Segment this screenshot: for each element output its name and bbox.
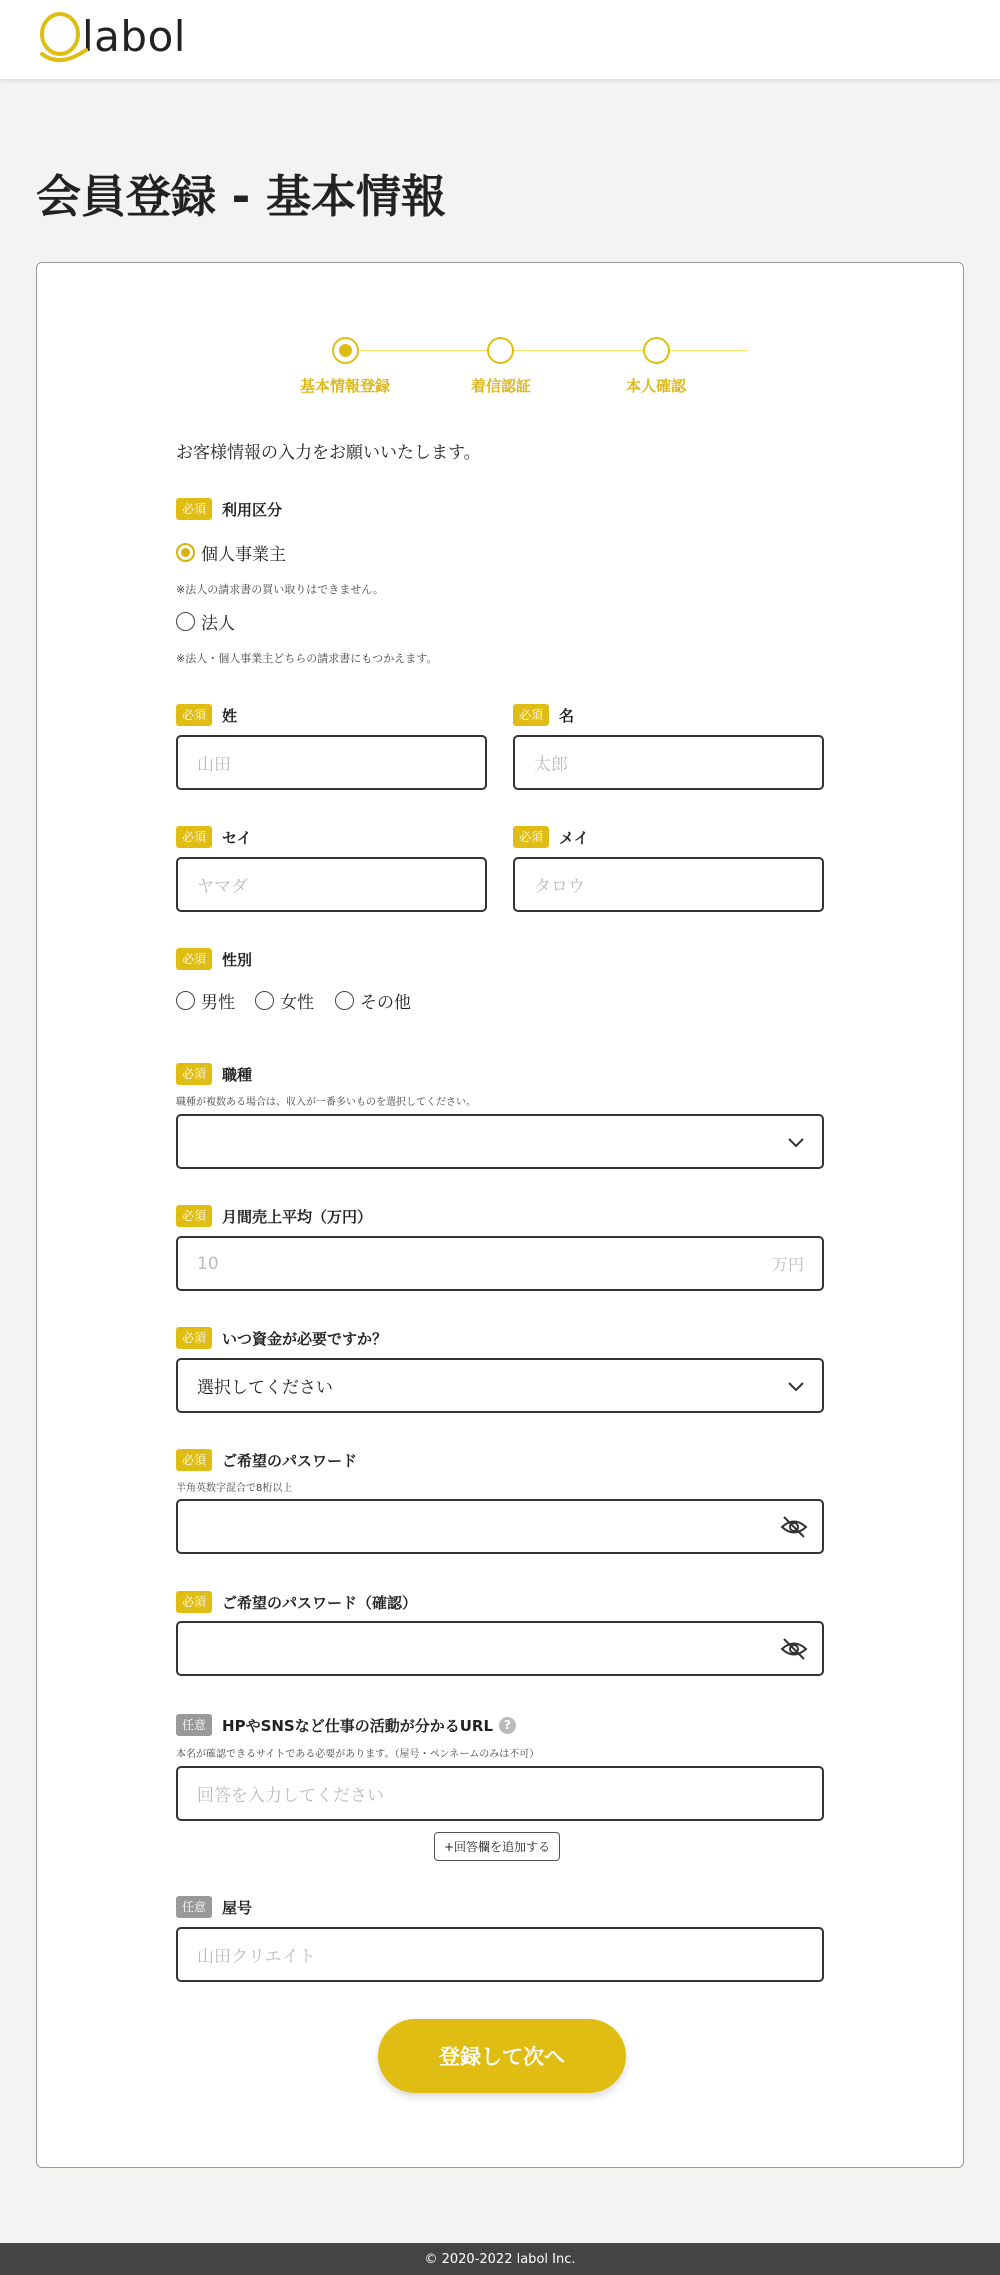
first-name-kana-input[interactable]: タロウ xyxy=(513,857,824,912)
chevron-down-icon xyxy=(786,1132,806,1152)
step-connector xyxy=(357,350,491,351)
first-name-input[interactable]: 太郎 xyxy=(513,735,824,790)
funding-timing-label: 必須 いつ資金が必要ですか？ xyxy=(176,1327,387,1349)
step-2-indicator xyxy=(487,337,514,364)
eye-slash-icon[interactable] xyxy=(779,1514,809,1540)
last-name-input[interactable]: 山田 xyxy=(176,735,487,790)
gender-label: 必須 性別 xyxy=(176,948,252,970)
usage-option-1-note: ※法人の請求書の買い取りはできません。 xyxy=(176,583,384,596)
step-1-label: 基本情報登録 xyxy=(299,377,390,395)
gender-option-other[interactable]: その他 xyxy=(335,988,411,1013)
radio-selected[interactable] xyxy=(176,543,195,562)
gender-option-female[interactable]: 女性 xyxy=(255,988,314,1013)
last-name-label: 必須 姓 xyxy=(176,704,237,726)
logo[interactable] xyxy=(36,10,186,66)
first-name-label: 必須 名 xyxy=(513,704,574,726)
optional-badge: 任意 xyxy=(176,1896,212,1918)
radio-unselected[interactable] xyxy=(176,991,195,1010)
intro-text: お客様情報の入力をお願いいたします。 xyxy=(176,443,481,463)
required-badge: 必須 xyxy=(176,498,212,520)
password-input[interactable] xyxy=(176,1499,824,1554)
trade-name-input[interactable]: 山田クリエイト xyxy=(176,1927,824,1982)
unit-suffix: 万円 xyxy=(771,1255,804,1274)
eye-slash-icon[interactable] xyxy=(779,1636,809,1662)
add-answer-button[interactable]: +回答欄を追加する xyxy=(434,1832,560,1861)
site-header xyxy=(0,0,1000,80)
gender-option-male[interactable]: 男性 xyxy=(176,988,235,1013)
password-label: 必須 ご希望のパスワード xyxy=(176,1449,357,1471)
step-2-label: 着信認証 xyxy=(470,377,531,395)
help-icon[interactable]: ? xyxy=(499,1717,516,1734)
radio-unselected[interactable] xyxy=(335,991,354,1010)
step-connector xyxy=(511,350,643,351)
chevron-down-icon xyxy=(786,1376,806,1396)
registration-form xyxy=(36,262,964,2168)
first-name-kana-label: 必須 メイ xyxy=(513,826,589,848)
occupation-select[interactable] xyxy=(176,1114,824,1169)
step-connector xyxy=(667,350,747,351)
trade-name-label: 任意 屋号 xyxy=(176,1896,252,1918)
monthly-sales-label: 必須 月間売上平均（万円） xyxy=(176,1205,372,1227)
password-note: 半角英数字混合で8桁以上 xyxy=(176,1483,293,1494)
radio-unselected[interactable] xyxy=(176,612,195,631)
optional-badge: 任意 xyxy=(176,1714,212,1736)
url-input[interactable]: 回答を入力してください xyxy=(176,1766,824,1821)
logo-mark-icon xyxy=(36,10,90,66)
footer-copyright: © 2020-2022 labol Inc. xyxy=(0,2243,1000,2275)
occupation-note: 職種が複数ある場合は、収入が一番多いものを選択してください。 xyxy=(176,1097,476,1108)
url-label: 任意 HPやSNSなど仕事の活動が分かるURL ? xyxy=(176,1714,516,1736)
usage-option-2-note: ※法人・個人事業主どちらの請求書にもつかえます。 xyxy=(176,652,438,665)
password-confirm-label: 必須 ご希望のパスワード（確認） xyxy=(176,1591,417,1613)
step-1-indicator xyxy=(332,337,359,364)
radio-unselected[interactable] xyxy=(255,991,274,1010)
usage-option-corporation[interactable]: 法人 xyxy=(176,609,235,634)
password-confirm-input[interactable] xyxy=(176,1621,824,1676)
url-note: 本名が確認できるサイトである必要があります。（屋号・ペンネームのみは不可） xyxy=(176,1749,540,1760)
step-3-label: 本人確認 xyxy=(625,377,686,395)
usage-label: 必須 利用区分 xyxy=(176,498,282,520)
usage-option-sole-proprietor[interactable]: 個人事業主 xyxy=(176,540,286,565)
occupation-label: 必須 職種 xyxy=(176,1063,252,1085)
last-name-kana-label: 必須 セイ xyxy=(176,826,252,848)
register-next-button[interactable]: 登録して次へ xyxy=(378,2019,626,2093)
step-3-indicator xyxy=(643,337,670,364)
logo-text: labol xyxy=(82,11,186,61)
funding-timing-select[interactable]: 選択してください xyxy=(176,1358,824,1413)
last-name-kana-input[interactable]: ヤマダ xyxy=(176,857,487,912)
monthly-sales-input[interactable]: 10 万円 xyxy=(176,1236,824,1291)
usage-field xyxy=(176,498,282,520)
page-title: 会員登録 - 基本情報 xyxy=(36,170,447,223)
